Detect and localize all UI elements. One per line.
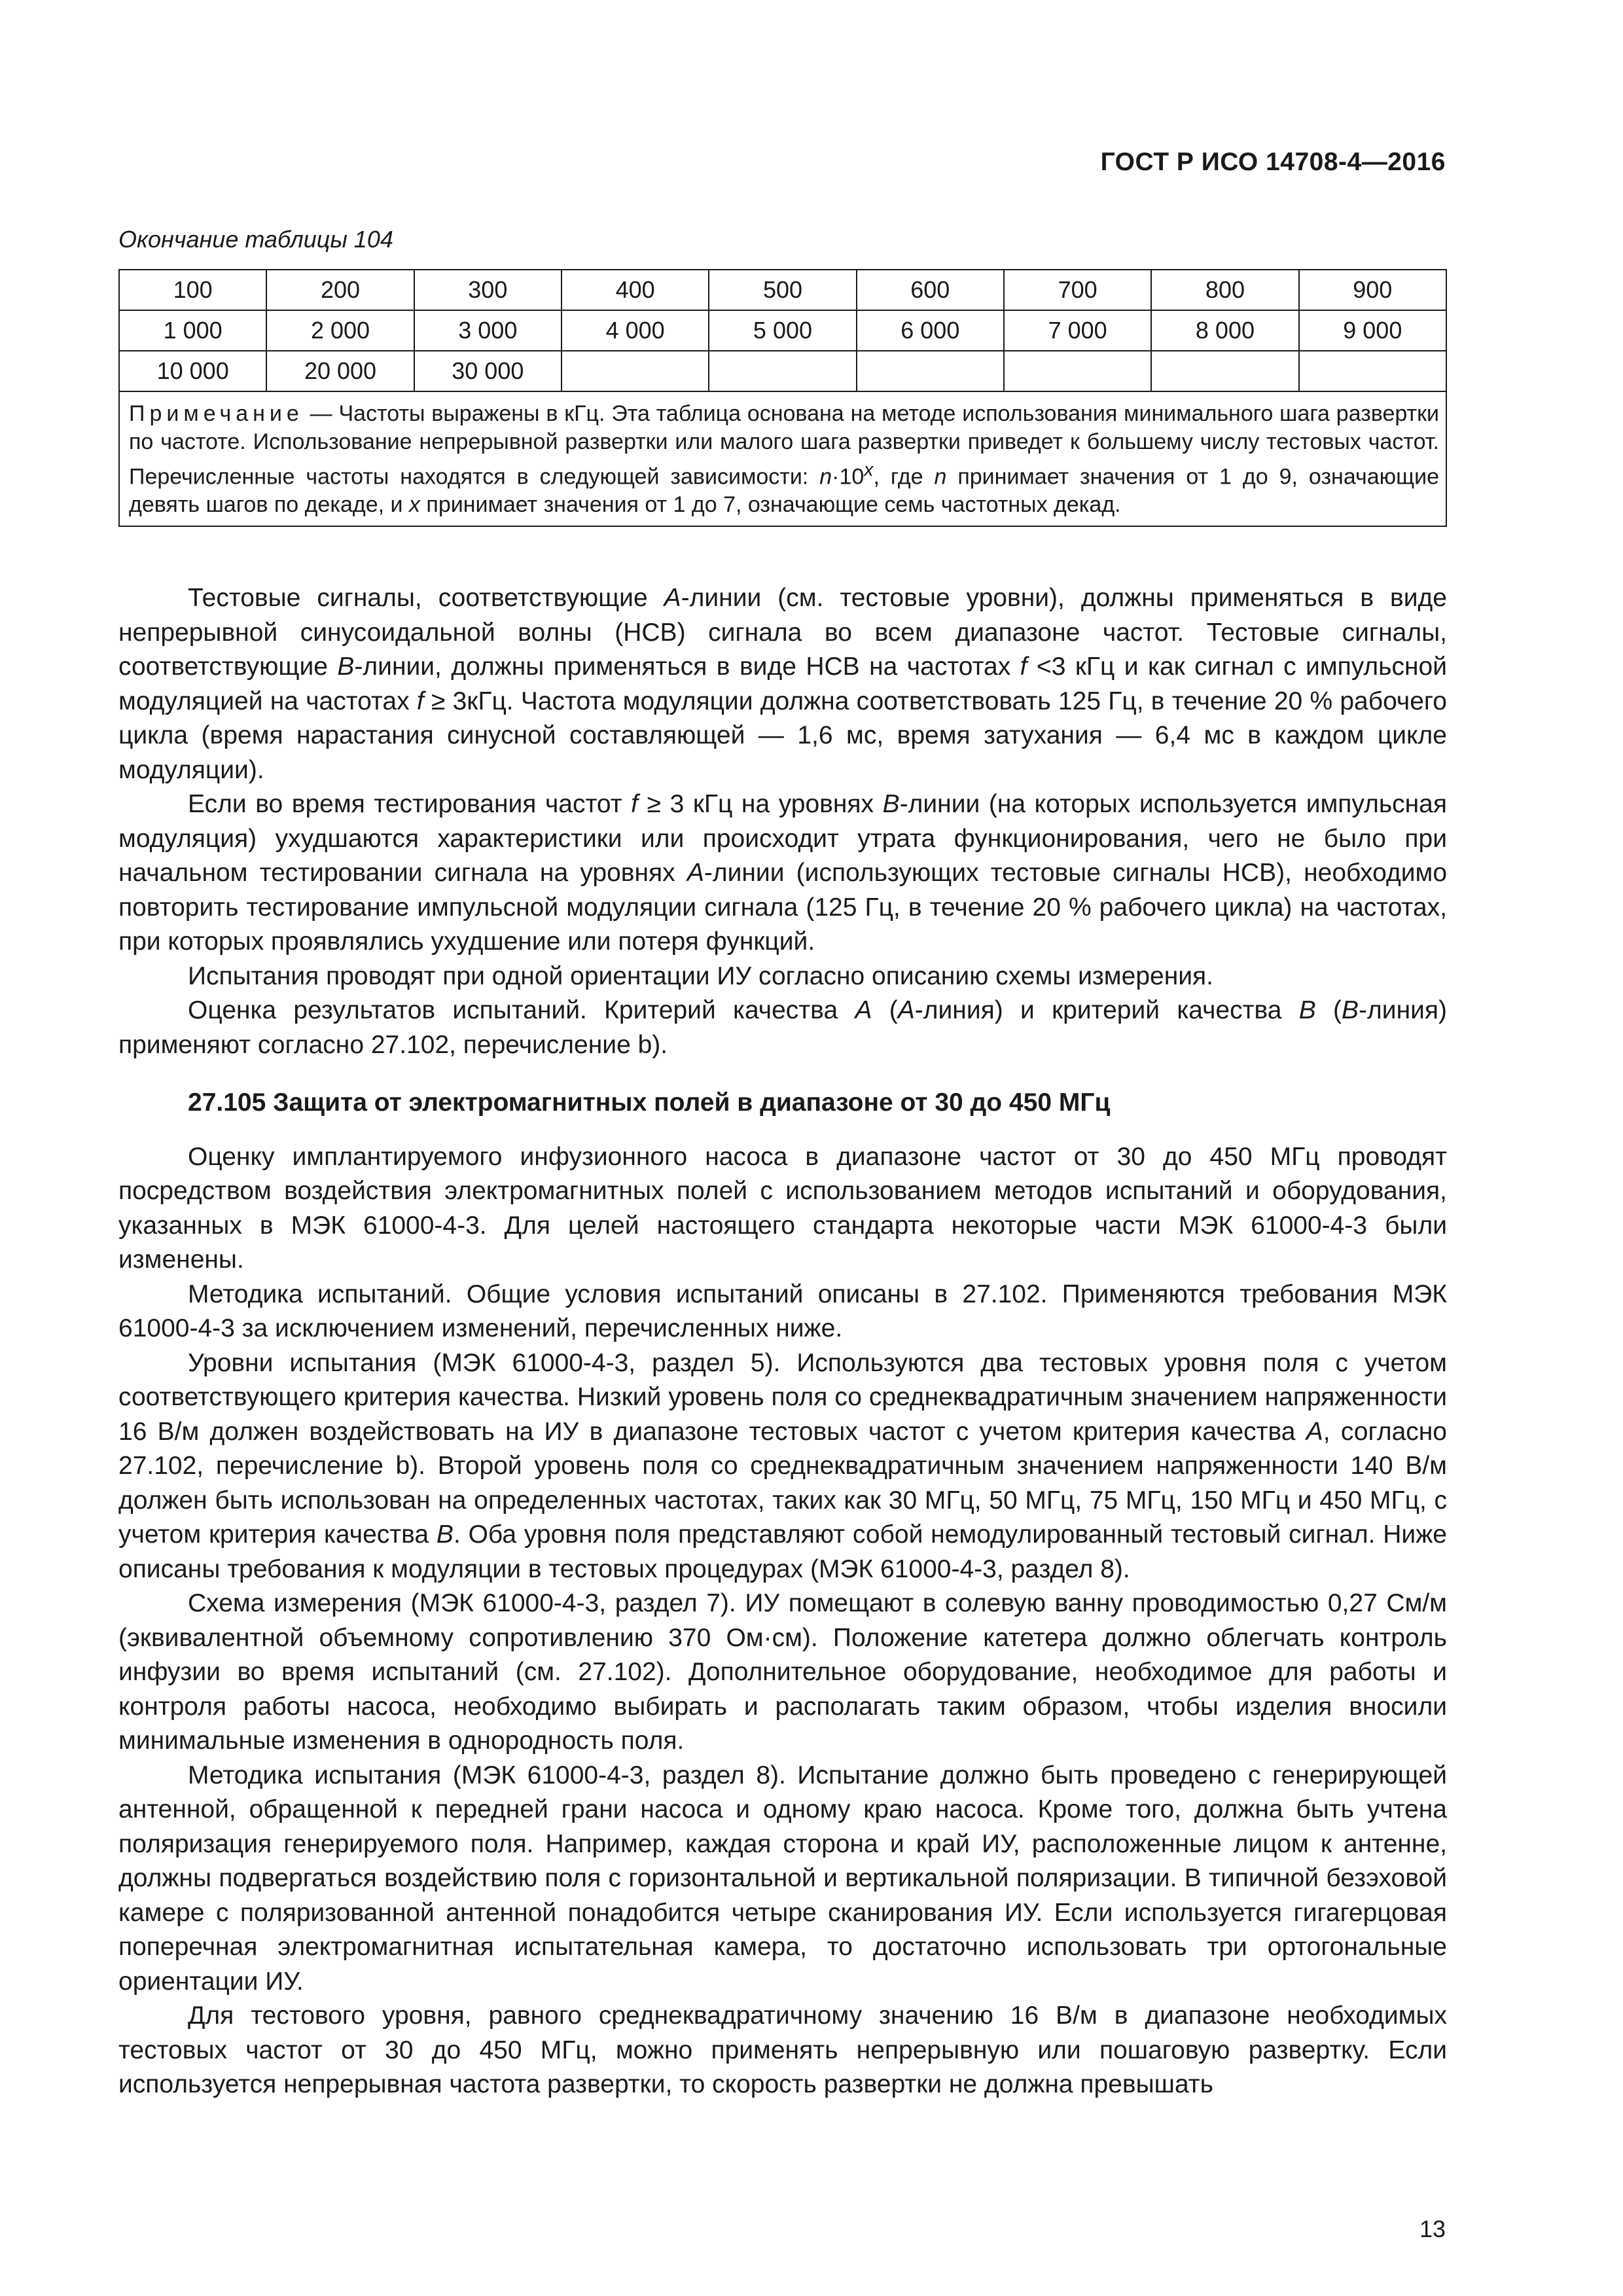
page-number: 13: [1419, 2215, 1446, 2242]
table-cell: 10 000: [119, 351, 266, 391]
paragraph: Уровни испытания (МЭК 61000-4-3, раздел 5). Используются два тестовых уровня поля с учетом соответствующего критерия качества. Низкий уровень поля со среднеквадратичным значением напряженности 16 В/м должен воздействовать на ИУ в диапазоне тестовых частот с учетом критерия качества А, согласно 27.102, перечисление b). Второй уровень поля со среднеквадратичным значением напряженности 140 В/м должен быть использован на определенных частотах, таких как 30 МГц, 50 МГц, 75 МГц, 150 МГц и 450 МГц, с учетом критерия качества В. Оба уровня поля представляют собой немодулированный тестовый сигнал. Ниже описаны требования к модуляции в тестовых процедурах (МЭК 61000-4-3, раздел 8).: [118, 1348, 1447, 1583]
table-cell: [1004, 351, 1151, 391]
paragraph: Методика испытаний. Общие условия испытаний описаны в 27.102. Применяются требования МЭК 61000-4-3 за исключением изменений, перечисленных ниже.: [118, 1280, 1447, 1342]
table-row: [119, 351, 1446, 391]
table-cell: 9 000: [1299, 310, 1446, 351]
table-cell: 300: [414, 270, 562, 310]
table-cell: [562, 351, 709, 391]
table-cell: [1299, 351, 1446, 391]
paragraph: Испытания проводят при одной ориентации ИУ согласно описанию схемы измерения.: [188, 961, 1213, 990]
frequency-table: [118, 269, 1447, 527]
table-cell: 30 000: [414, 351, 562, 391]
table-cell: 5 000: [709, 310, 856, 351]
table-cell: 600: [857, 270, 1004, 310]
table-cell: 900: [1299, 270, 1446, 310]
paragraph: Оценка результатов испытаний. Критерий качества А (А-линия) и критерий качества В (В-линия) применяют согласно 27.102, перечисление b).: [118, 996, 1448, 1059]
paragraph: Тестовые сигналы, соответствующие А-линии (см. тестовые уровни), должны применяться в виде непрерывной синусоидальной волны (НСВ) сигнала во всем диапазоне частот. Тестовые сигналы, соответствующие В-линии, должны применяться в виде НСВ на частотах f <3 кГц и как сигнал с импульсной модуляцией на частотах f ≥ 3кГц. Частота модуляции должна соответствовать 125 Гц, в течение 20 % рабочего цикла (время нарастания синусной составляющей — 1,6 мс, время затухания — 6,4 мс в каждом цикле модуляции).: [118, 584, 1447, 784]
table-cell: 3 000: [414, 310, 562, 351]
body-text: [118, 581, 1447, 2102]
paragraph: Методика испытания (МЭК 61000-4-3, раздел 8). Испытание должно быть проведено с генерирующей антенной, обращенной к передней грани насоса и одному краю насоса. Кроме того, должна быть учтена поляризация генерируемого поля. Например, каждая сторона и край ИУ, расположенные лицом к антенне, должны подвергаться воздействию поля с горизонтальной и вертикальной поляризации. В типичной безэховой камере с поляризованной антенной понадобится четыре сканирования ИУ. Если используется гигагерцовая поперечная электромагнитная испытательная камера, то достаточно использовать три ортогональные ориентации ИУ.: [118, 1761, 1447, 1996]
paragraph: Если во время тестирования частот f ≥ 3 кГц на уровнях В-линии (на которых используется импульсная модуляция) ухудшаются характеристики или происходит утрата функционирования, чего не было при начальном тестировании сигнала на уровнях А-линии (использующих тестовые сигналы НСВ), необходимо повторить тестирование импульсной модуляции сигнала (125 Гц, в течение 20 % рабочего цикла) на частотах, при которых проявлялись ухудшение или потеря функций.: [118, 790, 1448, 956]
table-cell: [1151, 351, 1298, 391]
table-cell: 2 000: [266, 310, 414, 351]
table-cell: 4 000: [562, 310, 709, 351]
table-cell: 6 000: [857, 310, 1004, 351]
table-cell: 100: [119, 270, 266, 310]
table-caption: Окончание таблицы 104: [118, 226, 393, 253]
table-cell: 200: [266, 270, 414, 310]
table-row: [119, 270, 1446, 310]
table-cell: 1 000: [119, 310, 266, 351]
table-row: [119, 310, 1446, 351]
paragraph: Схема измерения (МЭК 61000-4-3, раздел 7). ИУ помещают в солевую ванну проводимостью 0,27 См/м (эквивалентной объемному сопротивлению 370 Ом·см). Положение катетера должно облегчать контроль инфузии во время испытаний (см. 27.102). Дополнительное оборудование, необходимое для работы и контроля работы насоса, необходимо выбирать и располагать таким образом, чтобы изделия вносили минимальные изменения в однородность поля.: [118, 1589, 1447, 1755]
table-cell: 7 000: [1004, 310, 1151, 351]
table-cell: 500: [709, 270, 856, 310]
paragraph: Для тестового уровня, равного среднеквадратичному значению 16 В/м в диапазоне необходимых тестовых частот от 30 до 450 МГц, можно применять непрерывную или пошаговую развертку. Если используется непрерывная частота развертки, то скорость развертки не должна превышать: [118, 2001, 1447, 2098]
table-cell: 700: [1004, 270, 1151, 310]
table-cell: [857, 351, 1004, 391]
note-label: Примечание: [129, 401, 304, 426]
paragraph: Оценку имплантируемого инфузионного насоса в диапазоне частот от 30 до 450 МГц проводят посредством воздействия электромагнитных полей с использованием методов испытаний и оборудования, указанных в МЭК 61000-4-3. Для целей настоящего стандарта некоторые части МЭК 61000-4-3 были изменены.: [118, 1142, 1447, 1274]
table-cell: 20 000: [266, 351, 414, 391]
table-note-row: [119, 391, 1446, 526]
table-cell: 400: [562, 270, 709, 310]
document-code: ГОСТ Р ИСО 14708-4—2016: [1100, 148, 1446, 176]
table-cell: 8 000: [1151, 310, 1298, 351]
table-note: Примечание — Частоты выражены в кГц. Эта таблица основана на методе использования минимального шага развертки по частоте. Использование непрерывной развертки или малого шага развертки приведет к большему числу тестовых частот. Перечисленные частоты находятся в следующей зависимости: $n\cdot 10^x$, где n принимает значения от 1 до 9, означающие девять шагов по декаде, и x принимает значения от 1 до 7, означающие семь частотных декад.: [119, 391, 1446, 526]
table-cell: 800: [1151, 270, 1298, 310]
table-cell: [709, 351, 856, 391]
section-heading: 27.105 Защита от электромагнитных полей в диапазоне от 30 до 450 МГц: [188, 1088, 1111, 1117]
